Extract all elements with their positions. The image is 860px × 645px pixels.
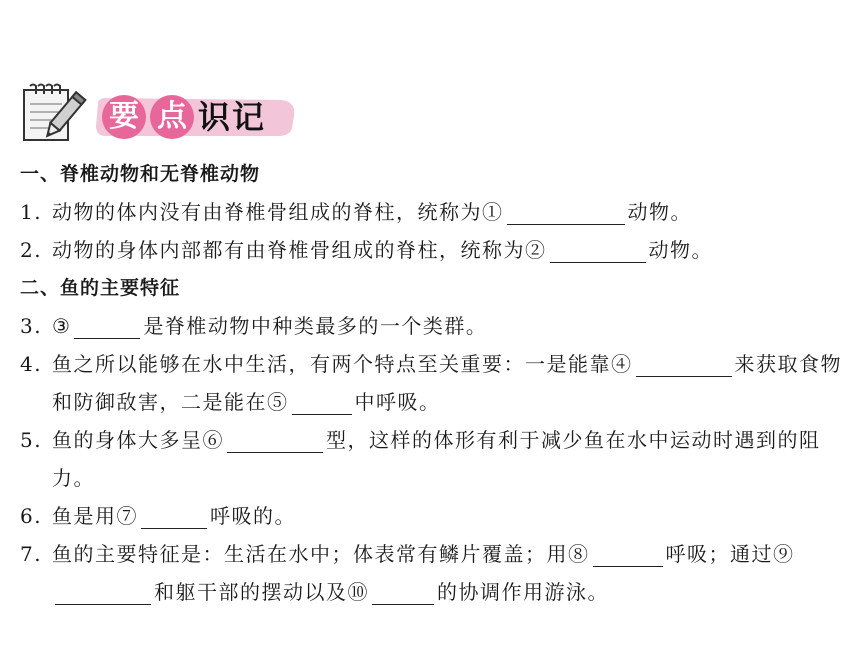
question-7 bbox=[20, 535, 850, 611]
question-text: 中呼吸。 bbox=[354, 390, 441, 414]
question-5 bbox=[20, 421, 850, 497]
question-text: 呼吸；通过⑨ bbox=[665, 542, 795, 566]
worksheet-content bbox=[20, 155, 850, 611]
question-text: 动物的身体内部都有由脊椎骨组成的脊柱，统称为② bbox=[52, 238, 547, 262]
question-4 bbox=[20, 345, 850, 421]
title-highlight-char-1: 要 bbox=[109, 99, 139, 134]
answer-blank-6[interactable] bbox=[227, 426, 323, 453]
section-heading-2: 二、鱼的主要特征 bbox=[20, 277, 181, 299]
question-text: 鱼的身体大多呈⑥ bbox=[52, 428, 224, 452]
title-highlight-char-2: 点 bbox=[157, 99, 187, 134]
question-text: 型，这样的体形有利于减少鱼在水中运动时遇到的阻力。 bbox=[52, 428, 821, 490]
answer-blank-4[interactable] bbox=[636, 350, 732, 377]
question-number: 3. bbox=[20, 314, 43, 338]
question-number: 4. bbox=[20, 352, 43, 376]
question-number: 1. bbox=[20, 200, 43, 224]
question-number: 5. bbox=[20, 428, 43, 452]
question-text: 呼吸的。 bbox=[210, 504, 296, 528]
section-header bbox=[18, 80, 318, 144]
section-heading-1: 一、脊椎动物和无脊椎动物 bbox=[20, 163, 261, 185]
question-text: 动物的体内没有由脊椎骨组成的脊柱，统称为① bbox=[52, 200, 504, 224]
answer-blank-3[interactable] bbox=[74, 312, 140, 339]
question-1 bbox=[20, 193, 850, 231]
question-text: 鱼之所以能够在水中生活，有两个特点至关重要：一是能靠④ bbox=[52, 352, 633, 376]
question-6 bbox=[20, 497, 850, 535]
question-number: 6. bbox=[20, 504, 43, 528]
answer-blank-1[interactable] bbox=[507, 198, 625, 225]
answer-blank-9[interactable] bbox=[55, 578, 151, 605]
question-text: 和躯干部的摆动以及⑩ bbox=[154, 580, 369, 604]
question-text: 来获取食物和防御敌害，二是能在⑤ bbox=[52, 352, 842, 414]
question-number: 2. bbox=[20, 238, 43, 262]
question-2 bbox=[20, 231, 850, 269]
question-text: 的协调作用游泳。 bbox=[437, 580, 609, 604]
question-text: 动物。 bbox=[627, 200, 692, 224]
question-text: 鱼的主要特征是：生活在水中；体表常有鳞片覆盖；用⑧ bbox=[52, 542, 590, 566]
answer-blank-8[interactable] bbox=[593, 540, 663, 567]
question-text: ③ bbox=[52, 314, 72, 338]
answer-blank-5[interactable] bbox=[292, 388, 352, 415]
question-3 bbox=[20, 307, 850, 345]
question-number: 7. bbox=[20, 542, 43, 566]
answer-blank-2[interactable] bbox=[550, 236, 646, 263]
question-text: 是脊椎动物中种类最多的一个类群。 bbox=[143, 314, 488, 338]
question-text: 动物。 bbox=[648, 238, 713, 262]
title-rest-text: 识记 bbox=[198, 98, 267, 136]
question-text: 鱼是用⑦ bbox=[52, 504, 138, 528]
notepad-pencil-icon bbox=[18, 82, 90, 144]
answer-blank-7[interactable] bbox=[141, 502, 207, 529]
section-title bbox=[92, 94, 302, 140]
answer-blank-10[interactable] bbox=[372, 578, 434, 605]
